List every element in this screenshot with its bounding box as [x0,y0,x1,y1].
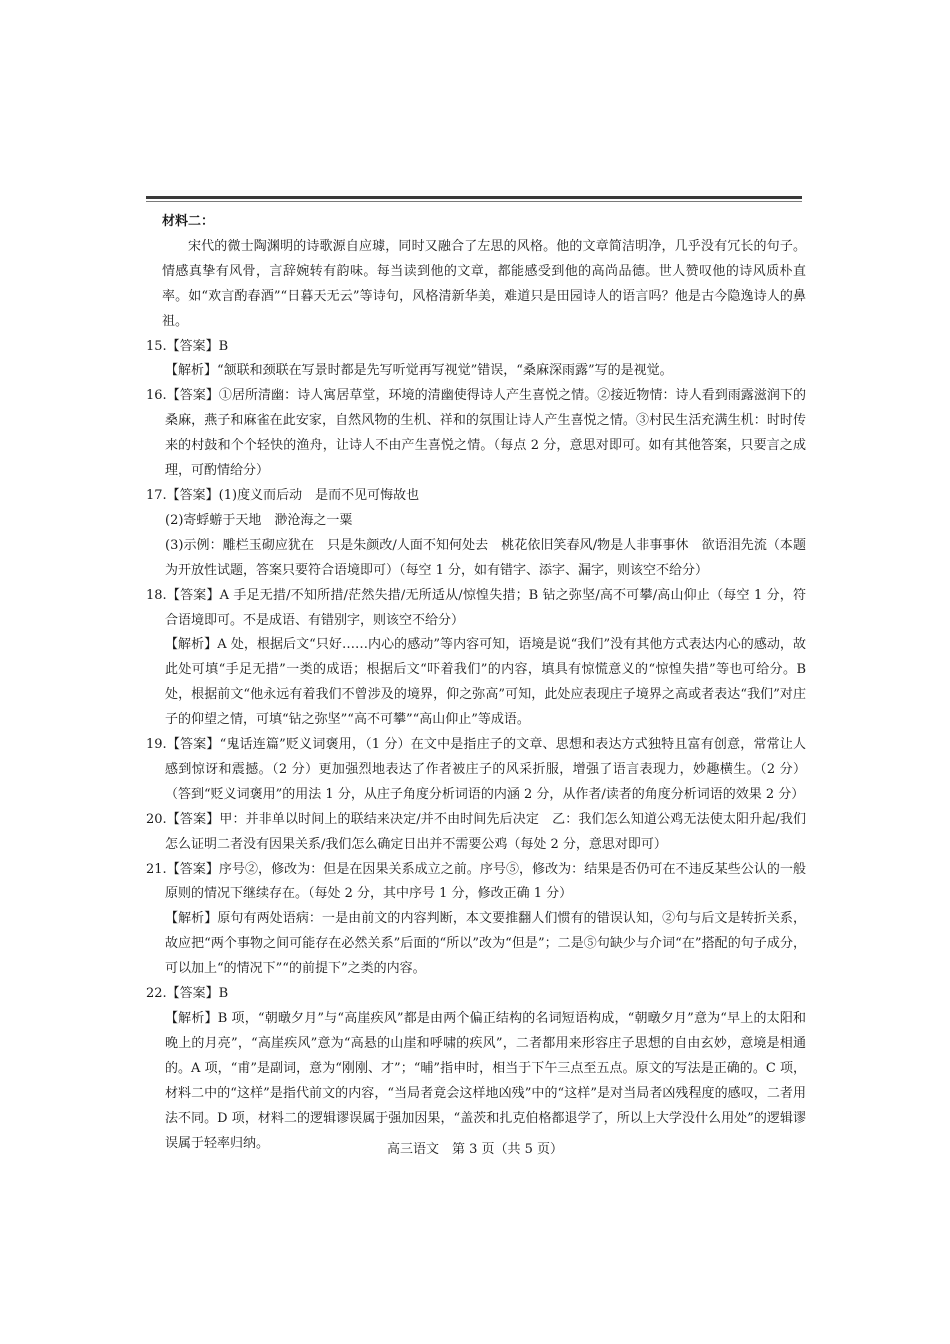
material-paragraph: 宋代的微士陶渊明的诗歌源自应璩，同时又融合了左思的风格。他的文章简洁明净，几乎没有冗长的句子。情感真挚有风骨，言辞婉转有韵味。每当读到他的文章，都能感受到他的高尚品德。世人赞叹他的诗风质朴直率。如“欢言酌春酒”“日暮天无云”等诗句，风格清新华美，难道只是田园诗人的语言吗？他是古今隐逸诗人的鼻祖。 [162,238,806,329]
answer-content [146,210,806,1156]
answer-15: 15.【答案】B [146,338,229,354]
answer-17-part-3: (3)示例：雕栏玉砌应犹在 只是朱颜改/人面不知何处去 桃花依旧笑春风/物是人非事事休 欲语泪先流（本题为开放性试题，答案只要符合语境即可）（每空 1 分，如有错字、添字、漏字，则该空不给分） [165,537,806,578]
material-heading: 材料二： [162,214,215,229]
answer-17-part-2: (2)寄蜉蝣于天地 渺沧海之一粟 [165,512,353,528]
header-rule [146,196,802,199]
header-rule-thin [146,201,802,202]
answer-17: 17.【答案】(1)度义而后动 是而不见可悔故也 [146,487,420,503]
analysis-21: 【解析】原句有两处语病：一是由前文的内容判断，本文要推翻人们惯有的错误认知，②句与后文是转折关系，故应把“两个事物之间可能存在必然关系”后面的“所以”改为“但是”；二是⑤句缺少与介词“在”搭配的句子成分，可以加上“的情况下”“的前提下”之类的内容。 [165,911,806,977]
answer-19: 19.【答案】“鬼话连篇”贬义词褒用，（1 分）在文中是指庄子的文章、思想和表达方式独特且富有创意，常常让人感到惊讶和震撼。（2 分）更加强烈地表达了作者被庄子的风采折服，增强了语言表现力，妙趣横生。（2 分）（答到“贬义词褒用”的用法 1 分，从庄子角度分析词语的内涵 2 分，从作者/读者的角度分析词语的效果 2 分） [146,737,806,802]
answer-16: 16.【答案】①居所清幽：诗人寓居草堂，环境的清幽使得诗人产生喜悦之情。②接近物情：诗人看到雨露滋润下的桑麻，燕子和麻雀在此安家，自然风物的生机、祥和的氛围让诗人产生喜悦之情。③村民生活充满生机：时时传来的村鼓和个个轻快的渔舟，让诗人不由产生喜悦之情。（每点 2 分，意思对即可。如有其他答案，只要言之成理，可酌情给分） [146,388,806,479]
answer-20: 20.【答案】甲：并非单以时间上的联结来决定/并不由时间先后决定 乙：我们怎么知道公鸡无法使太阳升起/我们怎么证明二者没有因果关系/我们怎么确定日出并不需要公鸡（每处 2 分，意思对即可） [146,811,806,852]
answer-21: 21.【答案】序号②，修改为：但是在因果关系成立之前。序号⑤，修改为：结果是否仍可在不违反某些公认的一般原则的情况下继续存在。（每处 2 分，其中序号 1 分，修改正确 1 分） [146,861,806,902]
page-footer: 高三语文 第 3 页（共 5 页） [386,1142,564,1157]
analysis-15: 【解析】“颔联和颈联在写景时都是先写听觉再写视觉”错误，“桑麻深雨露”写的是视觉。 [165,363,673,379]
answer-22: 22.【答案】B [146,986,229,1002]
analysis-18: 【解析】A 处，根据后文“只好……内心的感动”等内容可知，语境是说“我们”没有其他方式表达内心的感动，故此处可填“手足无措”一类的成语；根据后文“吓着我们”的内容，填具有惊慌意义的“惊惶失措”等也可给分。B 处，根据前文“他永远有着我们不曾涉及的境界，仰之弥高”可知，此处应表现庄子境界之高或者表达“我们”对庄子的仰望之情，可填“钻之弥坚”“高不可攀”“高山仰止”等成语。 [165,637,806,728]
analysis-22: 【解析】B 项，“朝暾夕月”与“高崖疾风”都是由两个偏正结构的名词短语构成，“朝暾夕月”意为“早上的太阳和晚上的月亮”，“高崖疾风”意为“高悬的山崖和呼啸的疾风”，二者都用来形容庄子思想的自由玄妙，意境是相通的。A 项，“甫”是副词，意为“刚刚、才”；“晡”指申时，相当于下午三点至五点。原文的写法是正确的。C 项，材料二中的“这样”是指代前文的内容，“当局者竟会这样地凶残”中的“这样”是对当局者凶残程度的感叹，二者用法不同。D 项，材料二的逻辑谬误属于强加因果，“盖茨和扎克伯格都退学了，所以上大学没什么用处”的逻辑谬误属于轻率归纳。 [165,1011,806,1151]
answer-18: 18.【答案】A 手足无措/不知所措/茫然失措/无所适从/惊惶失措；B 钻之弥坚/高不可攀/高山仰止（每空 1 分，符合语境即可。不是成语、有错别字，则该空不给分） [146,587,806,628]
